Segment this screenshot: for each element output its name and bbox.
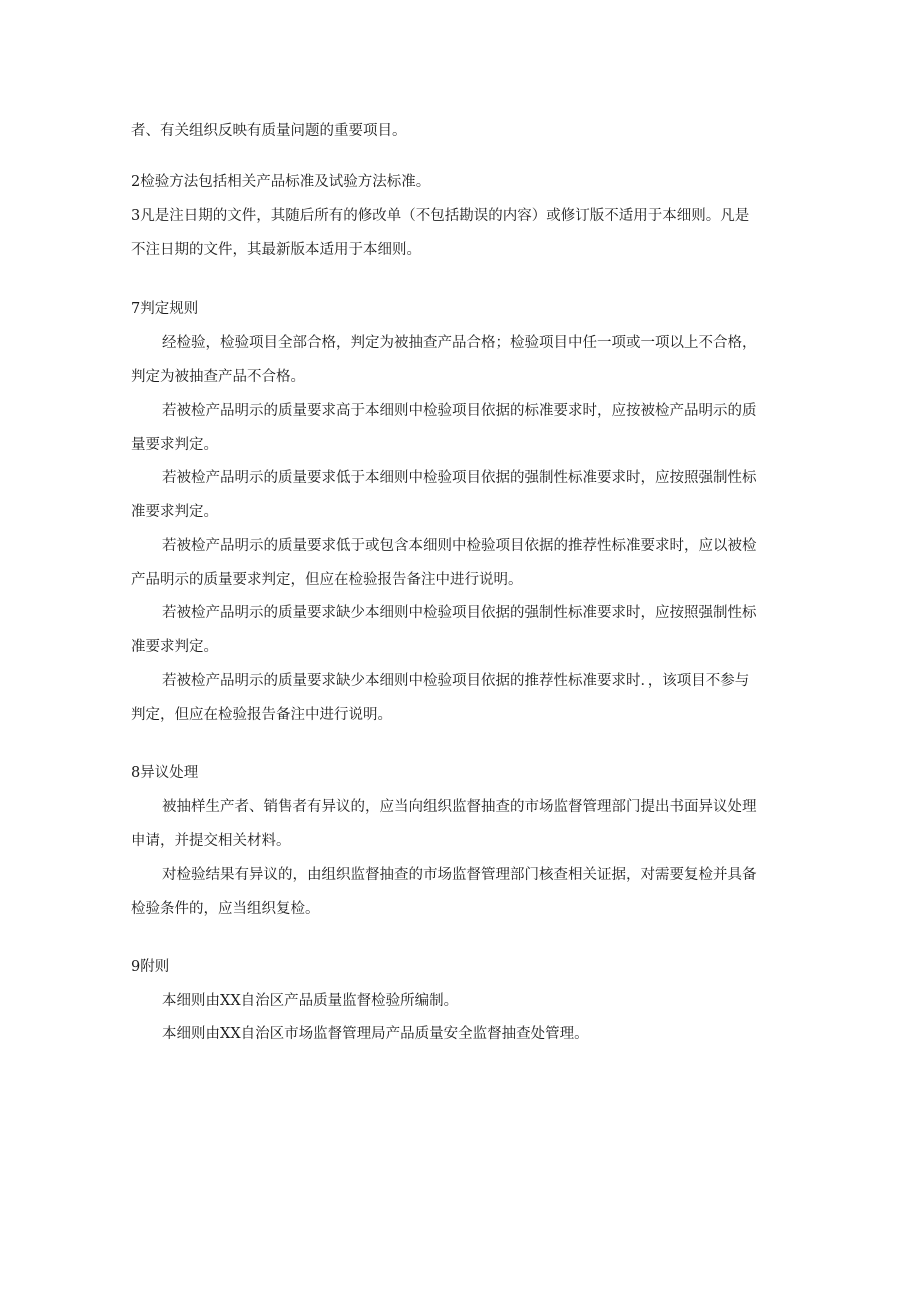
note-3-line-1: 3凡是注日期的文件，其随后所有的修改单（不包括勘误的内容）或修订版不适用于本细则。凡是 — [131, 208, 750, 224]
section-7-paragraph-6-line-1: 若被检产品明示的质量要求缺少本细则中检验项目依据的推荐性标准要求时．，该项目不参与 — [162, 673, 750, 689]
note-2: 2检验方法包括相关产品标准及试验方法标准。 — [131, 174, 431, 190]
section-7-paragraph-4-line-2: 产品明示的质量要求判定，但应在检验报告备注中进行说明。 — [131, 572, 523, 588]
intro-continuation: 者、有关组织反映有质量问题的重要项目。 — [131, 123, 407, 139]
section-7-paragraph-2-line-1: 若被检产品明示的质量要求高于本细则中检验项目依据的标准要求时，应按被检产品明示的质 — [162, 403, 757, 419]
section-8-heading: 8异议处理 — [131, 765, 199, 781]
section-9-paragraph-2: 本细则由XX自治区市场监督管理局产品质量安全监督抽查处管理。 — [162, 1026, 589, 1042]
section-8-paragraph-2-line-2: 检验条件的，应当组织复检。 — [131, 901, 320, 917]
section-7-heading: 7判定规则 — [131, 301, 199, 317]
section-9-paragraph-1: 本细则由XX自治区产品质量监督检验所编制。 — [162, 993, 459, 1009]
section-7-paragraph-1-line-2: 判定为被抽查产品不合格。 — [131, 369, 305, 385]
section-9-heading: 9附则 — [131, 959, 170, 975]
note-3-line-2: 不注日期的文件，其最新版本适用于本细则。 — [131, 242, 421, 258]
section-7-paragraph-6-line-2: 判定，但应在检验报告备注中进行说明。 — [131, 707, 392, 723]
section-7-paragraph-5-line-2: 准要求判定。 — [131, 639, 218, 655]
section-7-paragraph-2-line-2: 量要求判定。 — [131, 437, 218, 453]
section-7-paragraph-1-line-1: 经检验，检验项目全部合格，判定为被抽查产品合格；检验项目中任一项或一项以上不合格， — [162, 335, 757, 351]
section-8-paragraph-1-line-2: 申请，并提交相关材料。 — [131, 833, 291, 849]
section-8-paragraph-1-line-1: 被抽样生产者、销售者有异议的，应当向组织监督抽查的市场监督管理部门提出书面异议处理 — [162, 799, 757, 815]
section-7-paragraph-5-line-1: 若被检产品明示的质量要求缺少本细则中检验项目依据的强制性标准要求时，应按照强制性标 — [162, 605, 757, 621]
section-8-paragraph-2-line-1: 对检验结果有异议的，由组织监督抽查的市场监督管理部门核查相关证据，对需要复检并具备 — [162, 867, 757, 883]
section-7-paragraph-4-line-1: 若被检产品明示的质量要求低于或包含本细则中检验项目依据的推荐性标准要求时，应以被检 — [162, 538, 757, 554]
section-7-paragraph-3-line-1: 若被检产品明示的质量要求低于本细则中检验项目依据的强制性标准要求时，应按照强制性标 — [162, 470, 757, 486]
section-7-paragraph-3-line-2: 准要求判定。 — [131, 504, 218, 520]
